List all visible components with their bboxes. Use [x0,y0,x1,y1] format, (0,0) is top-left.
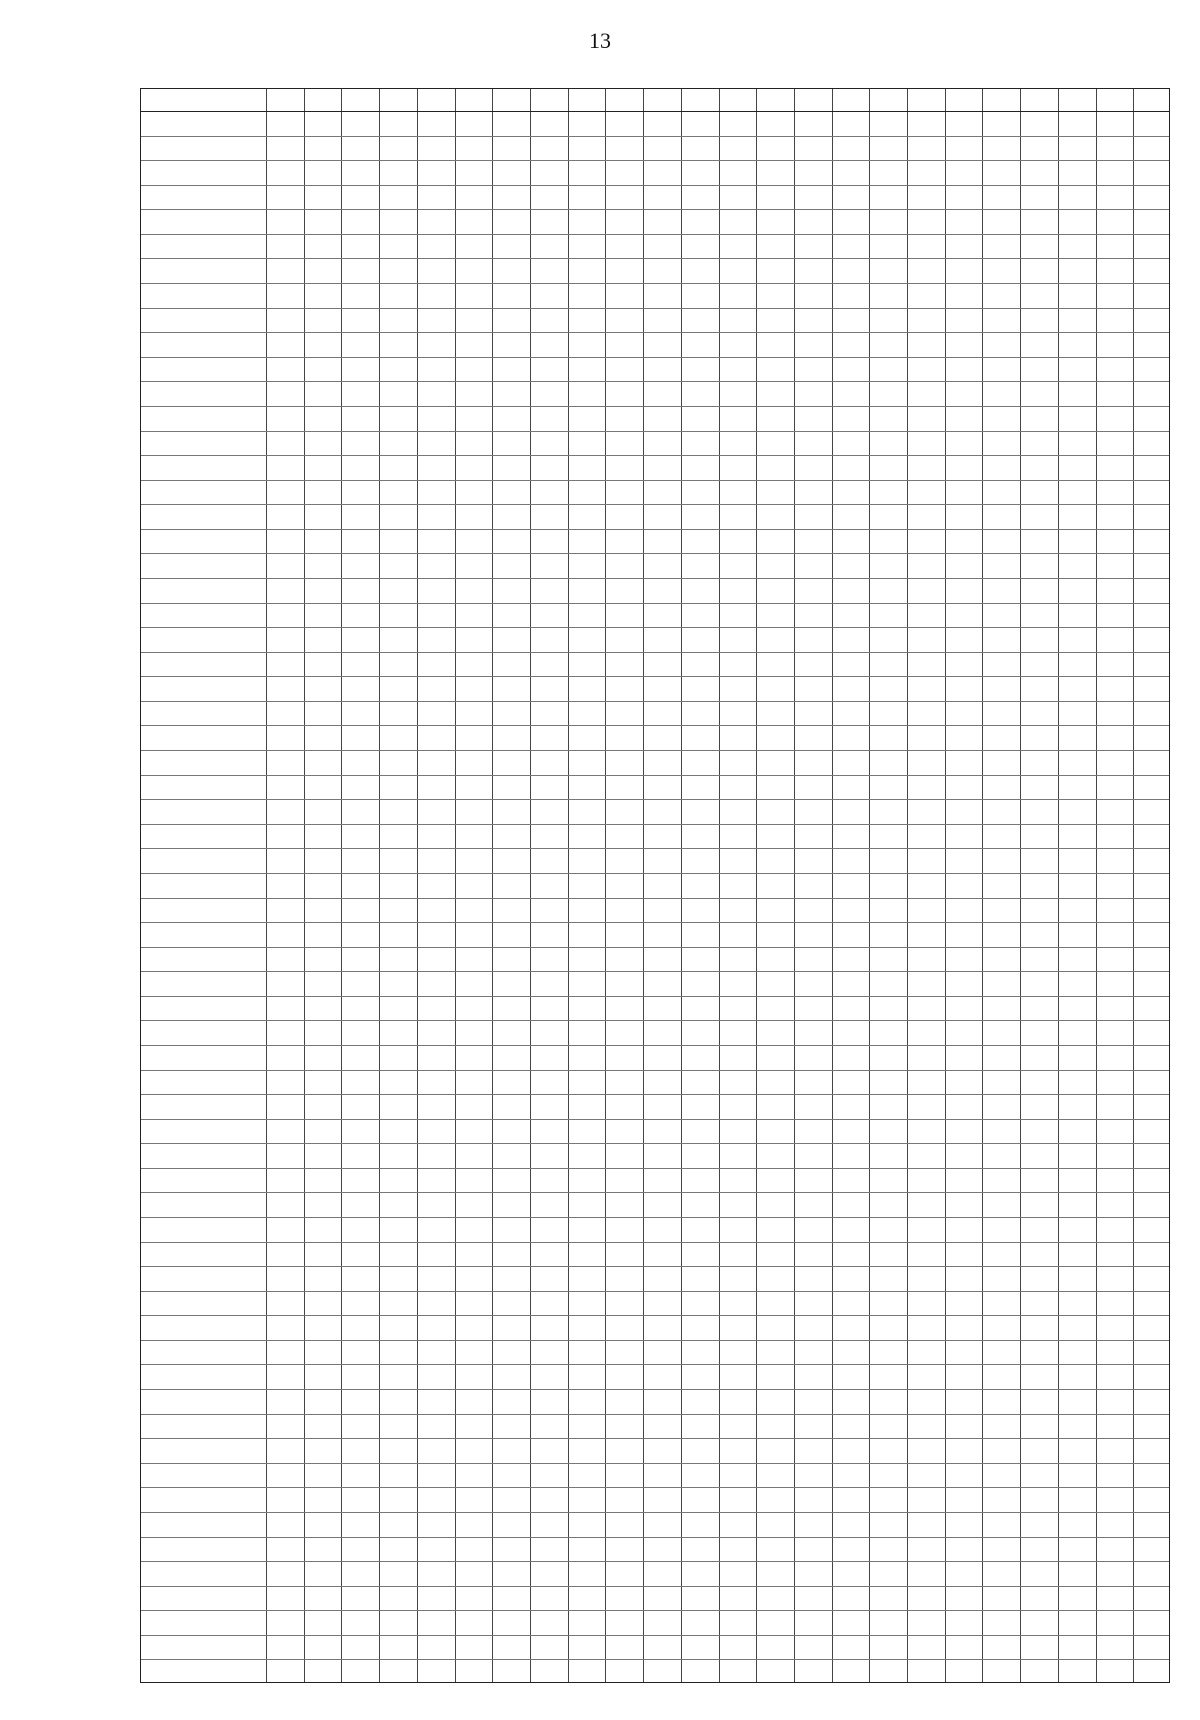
table-row-divider [141,381,1169,382]
table-row-divider [141,1291,1169,1292]
table-row-divider [141,848,1169,849]
table-row-divider [141,1487,1169,1488]
table-row-divider [141,971,1169,972]
table-row-divider [141,750,1169,751]
table-row-divider [141,1020,1169,1021]
table-row-divider [141,1340,1169,1341]
table-row-divider [141,725,1169,726]
table-row-divider [141,1561,1169,1562]
table-row-divider [141,1192,1169,1193]
table-row-divider [141,1512,1169,1513]
table-row-divider [141,627,1169,628]
table-row-divider [141,873,1169,874]
table-row-divider [141,1217,1169,1218]
table-row-divider [141,209,1169,210]
table-row-divider [141,234,1169,235]
table-row-divider [141,136,1169,137]
table-column-divider [341,89,342,1682]
table-row-divider [141,258,1169,259]
table-column-divider [304,89,305,1682]
table-row-divider [141,160,1169,161]
table-column-divider [869,89,870,1682]
table-row-divider [141,308,1169,309]
table-column-divider [530,89,531,1682]
table-row-divider [141,1389,1169,1390]
data-table [140,88,1170,1683]
table-row-divider [141,529,1169,530]
table-row-divider [141,701,1169,702]
table-row-divider [141,1266,1169,1267]
table-column-divider [643,89,644,1682]
table-row-divider [141,1119,1169,1120]
table-column-divider [1020,89,1021,1682]
table-row-divider [141,283,1169,284]
table-row-divider [141,1463,1169,1464]
table-column-divider [982,89,983,1682]
table-row-divider [141,578,1169,579]
table-row-divider [141,824,1169,825]
table-row-divider [141,1364,1169,1365]
table-column-divider [455,89,456,1682]
table-column-divider [492,89,493,1682]
table-column-divider [568,89,569,1682]
table-row-divider [141,431,1169,432]
table-row-divider [141,1168,1169,1169]
table-row-divider [141,406,1169,407]
table-row-divider [141,1438,1169,1439]
table-row-divider [141,332,1169,333]
table-row-divider [141,553,1169,554]
table-row-divider [141,676,1169,677]
table-column-divider [1133,89,1134,1682]
table-row-divider [141,1070,1169,1071]
table-row-divider [141,480,1169,481]
table-column-divider [681,89,682,1682]
table-column-divider [756,89,757,1682]
table-column-divider [832,89,833,1682]
table-row-divider [141,775,1169,776]
table-row-divider [141,357,1169,358]
table-row-divider [141,898,1169,899]
table-column-divider [945,89,946,1682]
table-row-divider [141,1143,1169,1144]
table-row-divider [141,1094,1169,1095]
table-row-divider [141,652,1169,653]
table-row-divider [141,1315,1169,1316]
table-column-divider [907,89,908,1682]
table-row-divider [141,185,1169,186]
table-row-divider [141,922,1169,923]
page-number: 13 [589,28,611,53]
table-row-divider [141,1610,1169,1611]
table-column-divider [719,89,720,1682]
table-column-divider [794,89,795,1682]
table-column-divider [1096,89,1097,1682]
table-row-divider [141,455,1169,456]
table-row-divider [141,1242,1169,1243]
table-row-divider [141,1414,1169,1415]
table-row-divider [141,504,1169,505]
table-row-divider [141,1635,1169,1636]
table-column-divider [417,89,418,1682]
table-column-divider [605,89,606,1682]
table-column-divider [379,89,380,1682]
table-row-divider [141,603,1169,604]
table-row-divider [141,111,1169,112]
table-row-divider [141,1659,1169,1660]
table-row-divider [141,1045,1169,1046]
table-row-divider [141,799,1169,800]
table-column-divider [266,89,267,1682]
table-column-divider [1058,89,1059,1682]
table-row-divider [141,1537,1169,1538]
table-row-divider [141,996,1169,997]
table-row-divider [141,947,1169,948]
table-row-divider [141,1586,1169,1587]
